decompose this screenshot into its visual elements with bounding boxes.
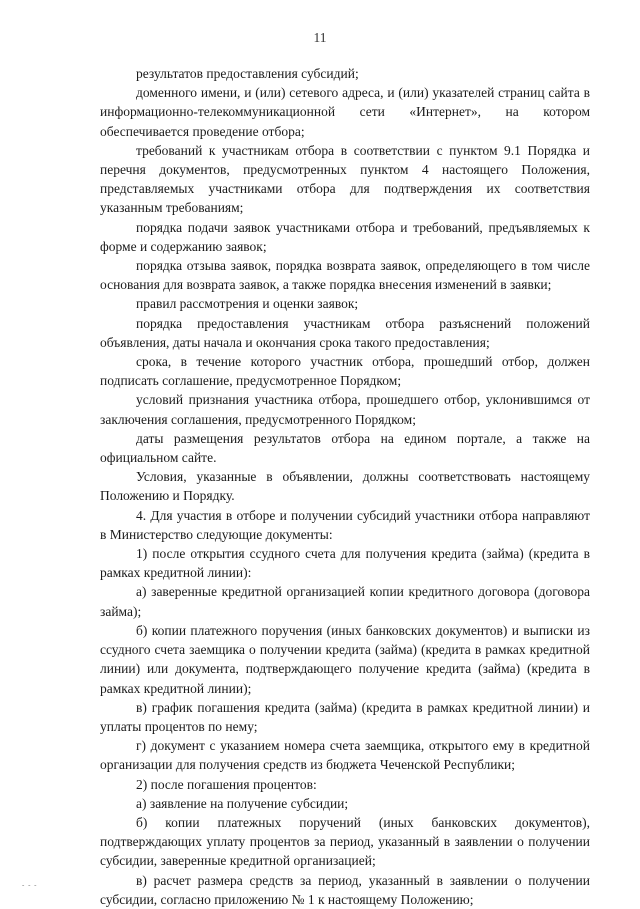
paragraph: в) расчет размера средств за период, указанный в заявлении о получении субсидии, согласно приложению № 1 к настоящему Положению; xyxy=(100,872,590,907)
paragraph: 2) после погашения процентов: xyxy=(136,776,317,792)
paragraph: даты размещения результатов отбора на едином портале, а также на официальном сайте. xyxy=(100,430,590,466)
paragraph: порядка отзыва заявок, порядка возврата заявок, определяющего в том числе основания для возврата заявок, а также порядка внесения изменений в заявки; xyxy=(100,258,590,293)
paragraph: порядка подачи заявок участниками отбора и требований, предъявляемых к форме и содержанию заявок; xyxy=(100,219,590,254)
scan-footer-mark: - - - xyxy=(22,881,38,889)
page-number: 11 xyxy=(313,30,327,45)
paragraph: результатов предоставления субсидий; xyxy=(136,66,359,81)
paragraph: доменного имени, и (или) сетевого адреса, и (или) указателей страниц сайта в информационно-телекоммуникационной сети «Интернет», на котором обеспечивается проведение отбора; xyxy=(100,85,590,139)
paragraph: б) копии платежного поручения (иных банковских документов) и выписки из ссудного счета заемщика о получении кредита (займа) (кредита в рамках кредитной линии) или документа, подтверждающего получение кредита (займа) (кредита в рамках кредитной линии); xyxy=(100,622,590,696)
paragraph: г) документ с указанием номера счета заемщика, открытого ему в кредитной организации для получения средств из бюджета Чеченской Республики; xyxy=(100,738,590,773)
paragraph: правил рассмотрения и оценки заявок; xyxy=(136,296,359,312)
paragraph: а) заявление на получение субсидии; xyxy=(136,795,349,811)
paragraph: 1) после открытия ссудного счета для получения кредита (займа) (кредита в рамках кредитной линии): xyxy=(100,546,590,581)
paragraph: Условия, указанные в объявлении, должны соответствовать настоящему Положению и Порядку. xyxy=(100,469,590,504)
paragraph: 4. Для участия в отборе и получении субсидий участники отбора направляют в Министерство следующие документы: xyxy=(100,507,590,542)
paragraph: б) копии платежных поручений (иных банковских документов), подтверждающих уплату процентов за период, указанный в заявлении о получении субсидии, заверенные кредитной организацией; xyxy=(100,814,590,869)
paragraph: требований к участникам отбора в соответствии с пунктом 9.1 Порядка и перечня документов, предусмотренных пунктом 4 настоящего Положения, представляемых участниками отбора для подтверждения их соответствия указанным требованиям; xyxy=(100,142,590,216)
paragraph: порядка предоставления участникам отбора разъяснений положений объявления, даты начала и окончания срока такого предоставления; xyxy=(100,315,590,350)
paragraph: срока, в течение которого участник отбора, прошедший отбор, должен подписать соглашение, предусмотренное Порядком; xyxy=(100,354,590,389)
document-body xyxy=(100,64,590,909)
paragraph: в) график погашения кредита (займа) (кредита в рамках кредитной линии) и уплаты процентов по нему; xyxy=(100,699,590,734)
paragraph: а) заверенные кредитной организацией копии кредитного договора (договора займа); xyxy=(100,584,590,619)
paragraph: условий признания участника отбора, прошедшего отбор, уклонившимся от заключения соглашения, предусмотренного Порядком; xyxy=(100,392,590,427)
